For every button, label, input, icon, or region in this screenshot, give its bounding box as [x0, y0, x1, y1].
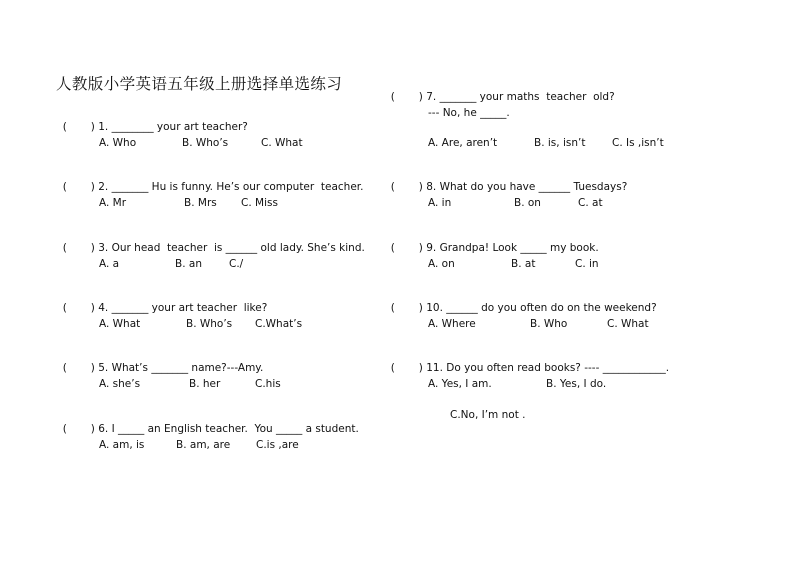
- answer-paren: (: [390, 362, 395, 374]
- q6-option-b: B. am, are: [176, 439, 231, 451]
- answer-paren: (: [390, 242, 395, 254]
- q5-option-c: C.his: [255, 378, 281, 390]
- question-1-stem: ) 1. ________ your art teacher?: [90, 121, 248, 133]
- question-7: [384, 76, 615, 104]
- question-2: [56, 166, 363, 194]
- q3-option-c: C./: [229, 258, 244, 270]
- question-9-stem: ) 9. Grandpa! Look _____ my book.: [418, 242, 599, 254]
- answer-paren: (: [62, 362, 67, 374]
- q2-option-b: B. Mrs: [184, 197, 217, 209]
- question-2-stem: ) 2. _______ Hu is funny. He’s our computer teacher.: [90, 181, 364, 193]
- q8-option-b: B. on: [514, 197, 541, 209]
- question-3: [56, 227, 365, 255]
- q1-option-c: C. What: [261, 137, 303, 149]
- q1-option-a: A. Who: [99, 137, 137, 149]
- question-3-stem: ) 3. Our head teacher is ______ old lady. She’s kind.: [90, 242, 365, 254]
- question-1: [56, 106, 248, 134]
- answer-paren: (: [390, 302, 395, 314]
- q11-option-c: C.No, I’m not .: [450, 409, 526, 421]
- q5-option-a: A. she’s: [99, 378, 141, 390]
- q7-option-c: C. Is ,isn’t: [612, 137, 664, 149]
- q9-option-a: A. on: [428, 258, 455, 270]
- q3-option-b: B. an: [175, 258, 202, 270]
- q7-option-b: B. is, isn’t: [534, 137, 586, 149]
- q7-response: --- No, he _____.: [428, 107, 510, 119]
- q6-option-a: A. am, is: [99, 439, 145, 451]
- q11-option-a: A. Yes, I am.: [428, 378, 492, 390]
- q4-option-c: C.What’s: [255, 318, 303, 330]
- question-10-stem: ) 10. ______ do you often do on the weekend?: [418, 302, 657, 314]
- q10-option-b: B. Who: [530, 318, 568, 330]
- q8-option-a: A. in: [428, 197, 452, 209]
- q9-option-b: B. at: [511, 258, 536, 270]
- question-8: [384, 166, 627, 194]
- question-8-stem: ) 8. What do you have ______ Tuesdays?: [418, 181, 628, 193]
- question-6-stem: ) 6. I _____ an English teacher. You _____ a student.: [90, 423, 359, 435]
- q4-option-b: B. Who’s: [186, 318, 233, 330]
- question-10: [384, 287, 657, 315]
- q5-option-b: B. her: [189, 378, 221, 390]
- question-9: [384, 227, 599, 255]
- q3-option-a: A. a: [99, 258, 120, 270]
- q8-option-c: C. at: [578, 197, 603, 209]
- q6-option-c: C.is ,are: [256, 439, 299, 451]
- q2-option-c: C. Miss: [241, 197, 278, 209]
- answer-paren: (: [62, 302, 67, 314]
- q9-option-c: C. in: [575, 258, 599, 270]
- q2-option-a: A. Mr: [99, 197, 127, 209]
- answer-paren: (: [62, 423, 67, 435]
- answer-paren: (: [390, 91, 395, 103]
- question-11-stem: ) 11. Do you often read books? ---- ____________.: [418, 362, 670, 374]
- q10-option-a: A. Where: [428, 318, 476, 330]
- question-6: [56, 408, 359, 436]
- question-4: [56, 287, 267, 315]
- question-5: [56, 347, 263, 375]
- q11-option-b: B. Yes, I do.: [546, 378, 607, 390]
- q1-option-b: B. Who’s: [182, 137, 229, 149]
- answer-paren: (: [62, 242, 67, 254]
- question-4-stem: ) 4. _______ your art teacher like?: [90, 302, 268, 314]
- answer-paren: (: [62, 121, 67, 133]
- answer-paren: (: [62, 181, 67, 193]
- question-5-stem: ) 5. What’s _______ name?---Amy.: [90, 362, 264, 374]
- q4-option-a: A. What: [99, 318, 141, 330]
- q7-option-a: A. Are, aren’t: [428, 137, 498, 149]
- page-title: 人教版小学英语五年级上册选择单选练习: [56, 75, 343, 93]
- question-7-stem: ) 7. _______ your maths teacher old?: [418, 91, 615, 103]
- q10-option-c: C. What: [607, 318, 649, 330]
- question-11: [384, 347, 669, 375]
- answer-paren: (: [390, 181, 395, 193]
